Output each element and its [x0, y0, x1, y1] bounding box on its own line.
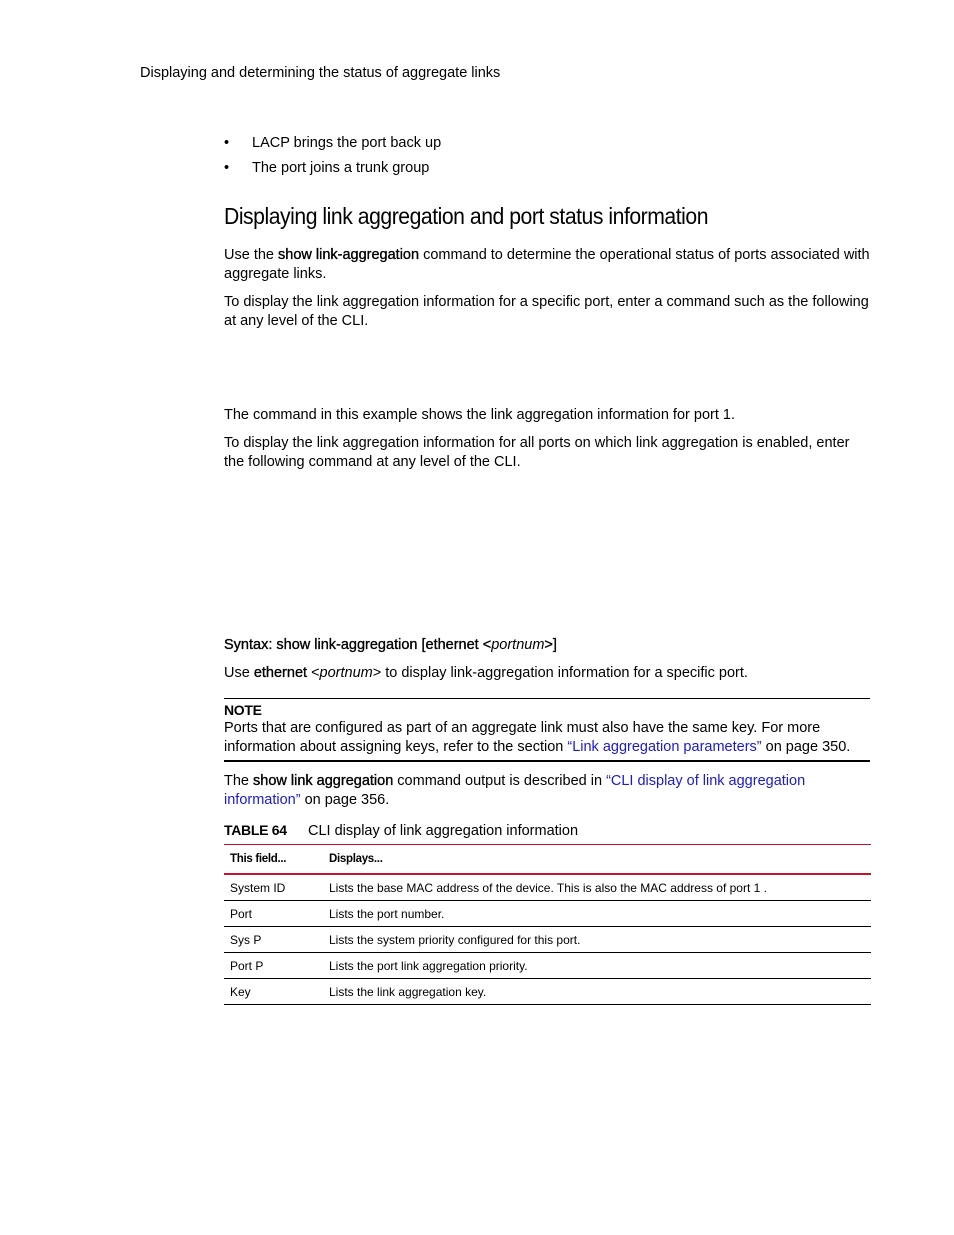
cross-reference-link[interactable]: “CLI display of link aggregation information” — [224, 773, 806, 808]
section-heading: Displaying link aggregation and port status information — [224, 203, 709, 229]
command-name: show link-aggregation — [278, 247, 420, 263]
list-item: • The port joins a trunk group — [224, 160, 430, 176]
paragraph: To display the link aggregation information for all ports on which link aggregation is enabled, enter the following command at any level of the CLI. — [224, 435, 850, 470]
note-text: Ports that are configured as part of an aggregate link must also have the same key. For more information about assigning keys, refer to the section “Link aggregation parameters” on page 350. — [224, 720, 851, 755]
column-header: This field... — [224, 845, 323, 875]
syntax-line: Syntax: show link-aggregation [ethernet <portnum>] — [224, 637, 557, 653]
table-row: Sys P Lists the system priority configured for this port. — [224, 927, 871, 953]
note-divider — [224, 698, 870, 699]
cross-reference-link[interactable]: “Link aggregation parameters” — [567, 739, 762, 755]
table-row: System ID Lists the base MAC address of the device. This is also the MAC address of port 1 . — [224, 874, 871, 901]
running-header: Displaying and determining the status of aggregate links — [140, 65, 501, 81]
note-title: NOTE — [224, 702, 262, 718]
bullet-icon: • — [224, 135, 230, 151]
data-table — [224, 844, 871, 1005]
list-item: • LACP brings the port back up — [224, 135, 442, 151]
paragraph: Use ethernet <portnum> to display link-aggregation information for a specific port. — [224, 665, 748, 681]
table-row: Port Lists the port number. — [224, 901, 871, 927]
table-row: Port P Lists the port link aggregation priority. — [224, 953, 871, 979]
table-row: Key Lists the link aggregation key. — [224, 979, 871, 1005]
paragraph: To display the link aggregation information for a specific port, enter a command such as the following at any level of the CLI. — [224, 294, 869, 329]
note-divider — [224, 760, 870, 762]
bullet-icon: • — [224, 160, 230, 176]
paragraph: Use the show link-aggregation command to determine the operational status of ports associated with aggregate links. — [224, 247, 870, 282]
table-caption: TABLE 64 CLI display of link aggregation information — [224, 822, 579, 839]
table-header-row — [224, 845, 871, 875]
column-header: Displays... — [323, 845, 871, 875]
paragraph: The show link aggregation command output is described in “CLI display of link aggregation information” on page 356. — [224, 773, 806, 808]
table-number: TABLE 64 — [224, 822, 287, 838]
paragraph: The command in this example shows the link aggregation information for port 1. — [224, 407, 735, 423]
